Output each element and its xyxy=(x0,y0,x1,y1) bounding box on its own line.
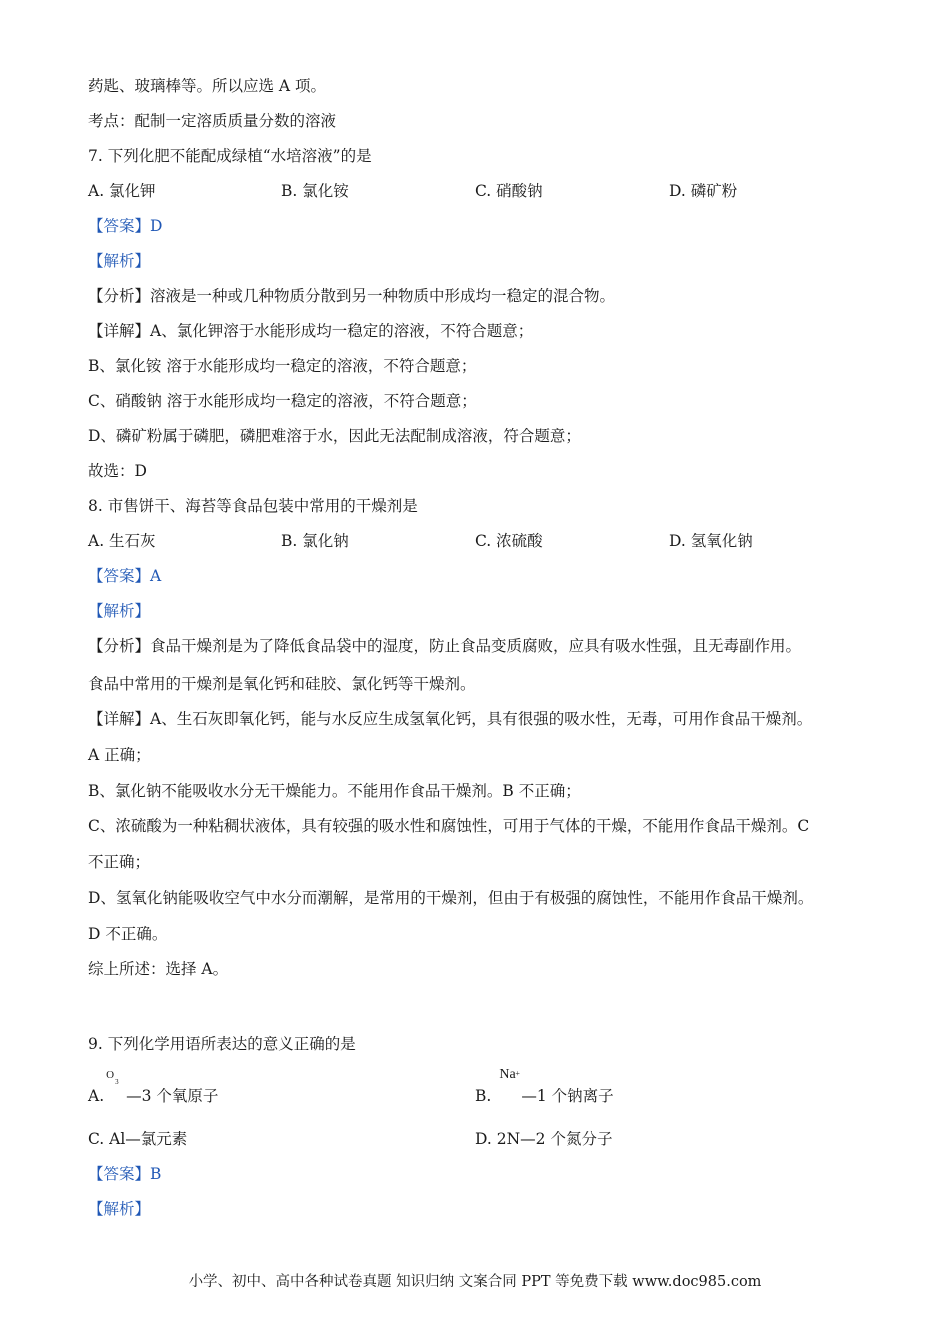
q7-analysis-tag: 【解析】 xyxy=(88,252,151,270)
text-line: 不正确； xyxy=(88,853,151,871)
q9-option-a xyxy=(88,1069,219,1106)
q9-analysis-tag: 【解析】 xyxy=(88,1200,151,1218)
formula-subscript: 3 xyxy=(115,1078,119,1086)
q8-option-d: D. 氢氧化钠 xyxy=(669,532,753,550)
page-footer: 小学、初中、高中各种试卷真题 知识归纳 文案合同 PPT 等免费下载 www.doc985.com xyxy=(188,1274,762,1290)
text-line: B、氯化铵 溶于水能形成均一稳定的溶液，不符合题意； xyxy=(88,357,477,375)
text-line: 食品中常用的干燥剂是氧化钙和硅胶、氯化钙等干燥剂。 xyxy=(88,675,476,693)
question-8: 8. 市售饼干、海苔等食品包装中常用的干燥剂是 xyxy=(88,497,418,515)
text-line: D、磷矿粉属于磷肥，磷肥难溶于水，因此无法配制成溶液，符合题意； xyxy=(88,427,581,445)
q9-option-b-text: —1 个钠离子 xyxy=(521,1087,614,1105)
formula-superscript: + xyxy=(515,1069,520,1078)
q7-option-b: B. 氯化铵 xyxy=(281,182,349,200)
ozone-formula xyxy=(104,1069,126,1101)
q9-option-b xyxy=(475,1067,614,1106)
q9-option-c: C. Al—氯元素 xyxy=(88,1130,188,1148)
q8-option-c: C. 浓硫酸 xyxy=(475,532,543,550)
q8-option-b: B. 氯化钠 xyxy=(281,532,349,550)
text-line: 药匙、玻璃棒等。所以应选 A 项。 xyxy=(88,77,327,95)
text-line: B、氯化钠不能吸收水分无干燥能力。不能用作食品干燥剂。B 不正确； xyxy=(88,782,581,800)
text-line: 【分析】溶液是一种或几种物质分散到另一种物质中形成均一稳定的混合物。 xyxy=(88,287,616,305)
q9-option-b-prefix: B. xyxy=(475,1087,492,1105)
text-line: D 不正确。 xyxy=(88,925,168,943)
formula-symbol: O xyxy=(106,1069,115,1081)
text-line: C、浓硫酸为一种粘稠状液体，具有较强的吸水性和腐蚀性，可用于气体的干燥，不能用作食品干燥剂。C xyxy=(88,817,810,835)
q7-option-c: C. 硝酸钠 xyxy=(475,182,543,200)
text-line: D、氢氧化钠能吸收空气中水分而潮解，是常用的干燥剂，但由于有极强的腐蚀性，不能用作食品干燥剂。 xyxy=(88,889,814,907)
question-9: 9. 下列化学用语所表达的意义正确的是 xyxy=(88,1035,356,1053)
q7-option-d: D. 磷矿粉 xyxy=(669,182,738,200)
q9-option-a-prefix: A. xyxy=(88,1087,105,1105)
text-line: 考点：配制一定溶质质量分数的溶液 xyxy=(88,112,337,130)
q8-option-a: A. 生石灰 xyxy=(88,532,156,550)
text-line: 综上所述：选择 A。 xyxy=(88,960,229,978)
text-line: C、硝酸钠 溶于水能形成均一稳定的溶液，不符合题意； xyxy=(88,392,477,410)
text-line: 【详解】A、氯化钾溶于水能形成均一稳定的溶液，不符合题意； xyxy=(88,322,534,340)
sodium-ion-formula xyxy=(491,1067,521,1101)
q9-option-d: D. 2N—2 个氮分子 xyxy=(475,1130,613,1148)
q8-analysis-tag: 【解析】 xyxy=(88,602,151,620)
q9-answer: 【答案】B xyxy=(88,1165,162,1183)
formula-symbol: Na xyxy=(499,1067,516,1082)
q8-answer: 【答案】A xyxy=(88,567,162,585)
text-line: 【分析】食品干燥剂是为了降低食品袋中的湿度，防止食品变质腐败，应具有吸水性强，且无毒副作用。 xyxy=(88,637,802,655)
q9-option-a-text: —3 个氧原子 xyxy=(126,1087,219,1105)
q7-option-a: A. 氯化钾 xyxy=(88,182,156,200)
text-line: A 正确； xyxy=(88,746,151,764)
text-line: 【详解】A、生石灰即氧化钙，能与水反应生成氢氧化钙，具有很强的吸水性，无毒，可用作食品干燥剂。 xyxy=(88,710,813,728)
q7-answer: 【答案】D xyxy=(88,217,163,235)
question-7: 7. 下列化肥不能配成绿植“水培溶液”的是 xyxy=(88,147,372,165)
text-line: 故选：D xyxy=(88,462,147,480)
